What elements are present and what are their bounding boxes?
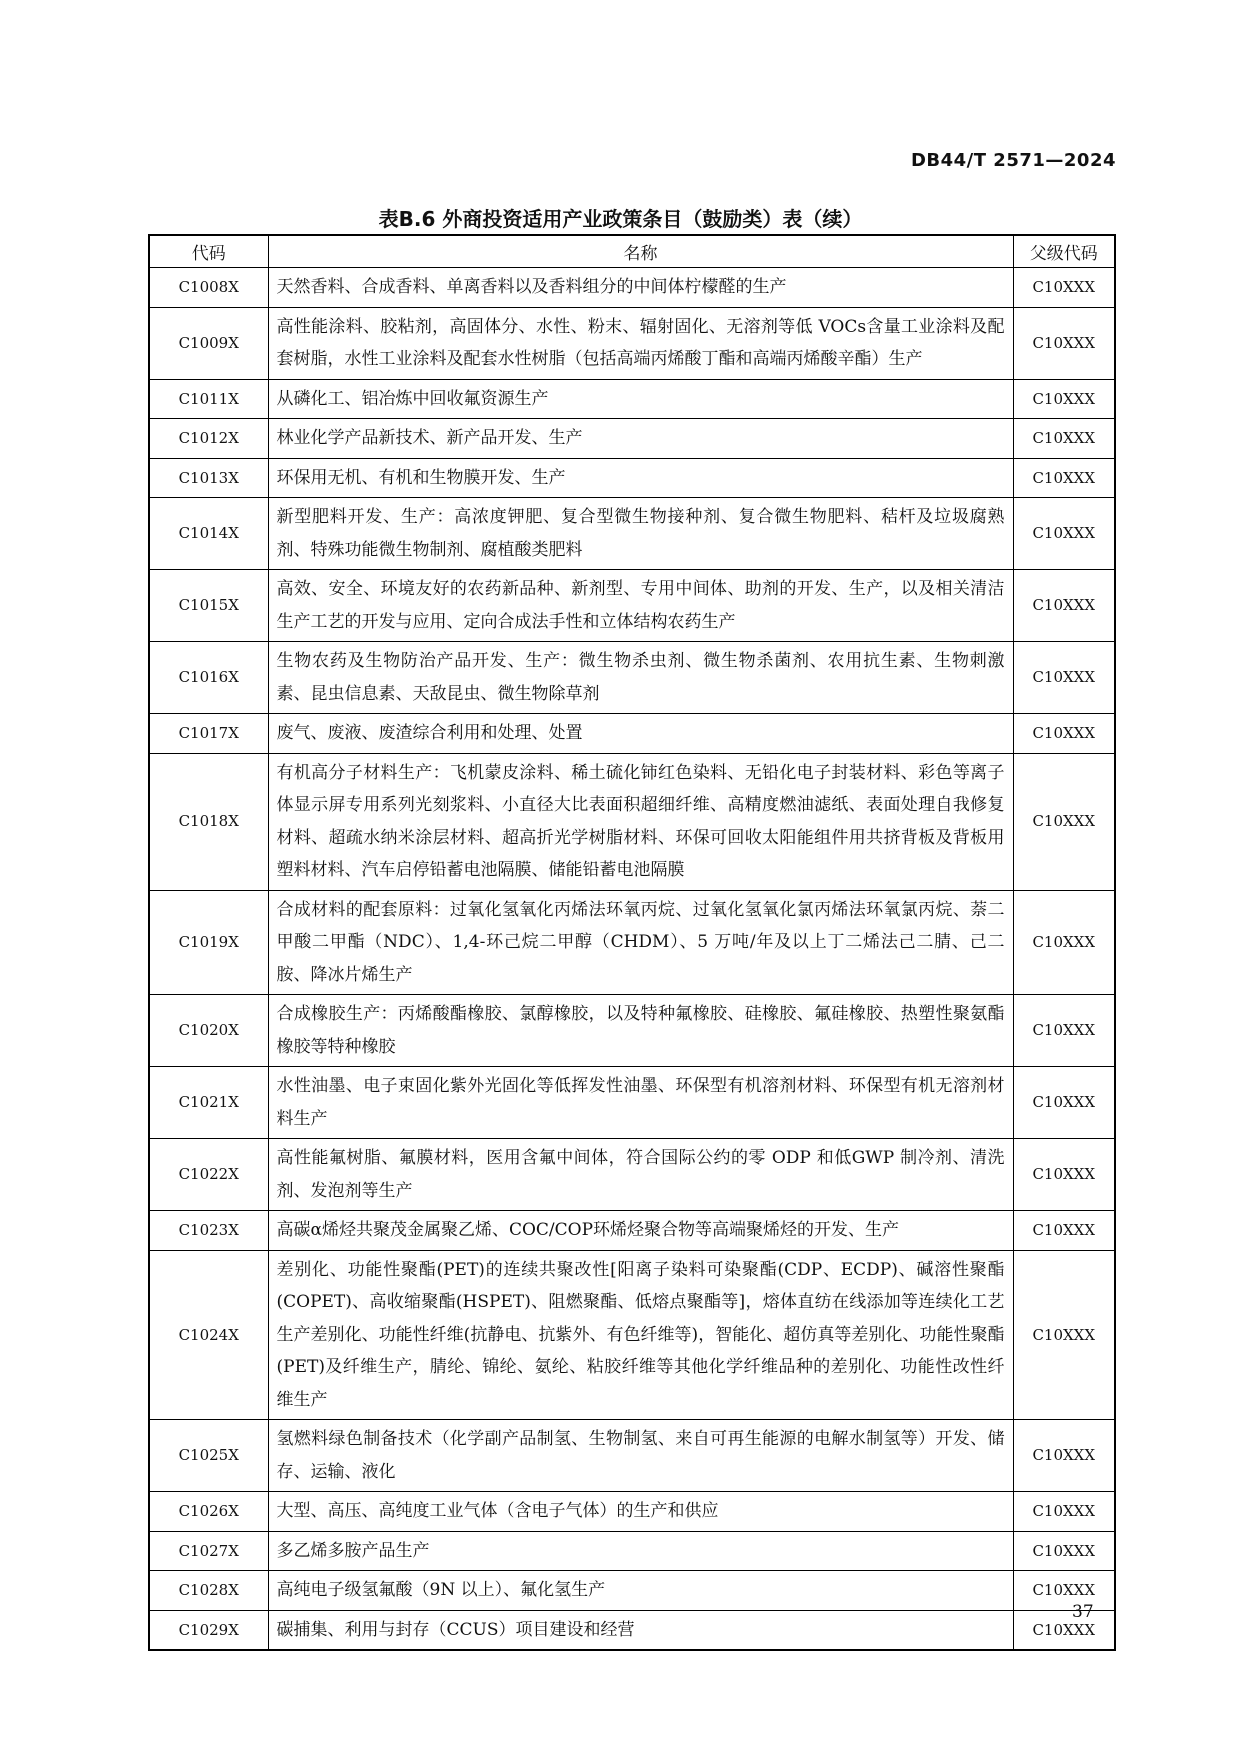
- table-row: [149, 642, 1115, 714]
- row-name-cell: 氢燃料绿色制备技术（化学副产品制氢、生物制氢、来自可再生能源的电解水制氢等）开发、储存、运输、液化: [268, 1420, 1013, 1492]
- table-row: [149, 570, 1115, 642]
- row-code-cell: C1028X: [149, 1571, 268, 1611]
- row-parent-code-cell: C10XXX: [1013, 995, 1115, 1067]
- row-name-cell: 碳捕集、利用与封存（CCUS）项目建设和经营: [268, 1610, 1013, 1650]
- row-code-cell: C1009X: [149, 307, 268, 379]
- table-row: [149, 995, 1115, 1067]
- row-parent-code-cell: C10XXX: [1013, 890, 1115, 995]
- row-code-cell: C1022X: [149, 1139, 268, 1211]
- table-row: [149, 1610, 1115, 1650]
- row-code-cell: C1012X: [149, 419, 268, 459]
- row-name-cell: 差别化、功能性聚酯(PET)的连续共聚改性[阳离子染料可染聚酯(CDP、ECDP)、碱溶性聚酯(COPET)、高收缩聚酯(HSPET)、阻燃聚酯、低熔点聚酯等]，熔体直纺在线添加等连续化工艺生产差别化、功能性纤维(抗静电、抗紫外、有色纤维等)，智能化、超仿真等差别化、功能性聚酯(PET)及纤维生产，腈纶、锦纶、氨纶、粘胶纤维等其他化学纤维品种的差别化、功能性改性纤维生产: [268, 1250, 1013, 1420]
- row-code-cell: C1027X: [149, 1531, 268, 1571]
- row-parent-code-cell: C10XXX: [1013, 570, 1115, 642]
- page-number: 37: [1072, 1602, 1094, 1622]
- row-code-cell: C1026X: [149, 1492, 268, 1532]
- industry-policy-table: [148, 234, 1116, 1651]
- row-name-cell: 高性能氟树脂、氟膜材料，医用含氟中间体，符合国际公约的零 ODP 和低GWP 制冷剂、清洗剂、发泡剂等生产: [268, 1139, 1013, 1211]
- row-parent-code-cell: C10XXX: [1013, 1571, 1115, 1611]
- row-name-cell: 天然香料、合成香料、单离香料以及香料组分的中间体柠檬醛的生产: [268, 268, 1013, 308]
- column-header-code: 代码: [149, 235, 268, 268]
- column-header-parent-code: 父级代码: [1013, 235, 1115, 268]
- row-name-cell: 高碳α烯烃共聚茂金属聚乙烯、COC/COP环烯烃聚合物等高端聚烯烃的开发、生产: [268, 1211, 1013, 1251]
- table-row: [149, 1211, 1115, 1251]
- row-code-cell: C1013X: [149, 458, 268, 498]
- row-parent-code-cell: C10XXX: [1013, 379, 1115, 419]
- row-name-cell: 水性油墨、电子束固化紫外光固化等低挥发性油墨、环保型有机溶剂材料、环保型有机无溶剂材料生产: [268, 1067, 1013, 1139]
- table-row: [149, 458, 1115, 498]
- table-row: [149, 1571, 1115, 1611]
- row-code-cell: C1016X: [149, 642, 268, 714]
- row-name-cell: 大型、高压、高纯度工业气体（含电子气体）的生产和供应: [268, 1492, 1013, 1532]
- row-code-cell: C1025X: [149, 1420, 268, 1492]
- row-code-cell: C1021X: [149, 1067, 268, 1139]
- row-name-cell: 高性能涂料、胶粘剂，高固体分、水性、粉末、辐射固化、无溶剂等低 VOCs含量工业涂料及配套树脂，水性工业涂料及配套水性树脂（包括高端丙烯酸丁酯和高端丙烯酸辛酯）生产: [268, 307, 1013, 379]
- row-parent-code-cell: C10XXX: [1013, 419, 1115, 459]
- row-code-cell: C1017X: [149, 714, 268, 754]
- row-parent-code-cell: C10XXX: [1013, 714, 1115, 754]
- row-name-cell: 合成材料的配套原料：过氧化氢氧化丙烯法环氧丙烷、过氧化氢氧化氯丙烯法环氧氯丙烷、萘二甲酸二甲酯（NDC）、1,4-环己烷二甲醇（CHDM）、5 万吨/年及以上丁二烯法己二腈、己二胺、降冰片烯生产: [268, 890, 1013, 995]
- table-row: [149, 268, 1115, 308]
- row-parent-code-cell: C10XXX: [1013, 498, 1115, 570]
- table-row: [149, 379, 1115, 419]
- row-parent-code-cell: C10XXX: [1013, 1067, 1115, 1139]
- table-row: [149, 419, 1115, 459]
- row-name-cell: 有机高分子材料生产：飞机蒙皮涂料、稀土硫化铈红色染料、无铅化电子封装材料、彩色等离子体显示屏专用系列光刻浆料、小直径大比表面积超细纤维、高精度燃油滤纸、表面处理自我修复材料、超疏水纳米涂层材料、超高折光学树脂材料、环保可回收太阳能组件用共挤背板及背板用塑料材料、汽车启停铅蓄电池隔膜、储能铅蓄电池隔膜: [268, 753, 1013, 890]
- table-header-row: [149, 235, 1115, 268]
- table-row: [149, 753, 1115, 890]
- document-code: DB44/T 2571—2024: [910, 150, 1116, 171]
- row-parent-code-cell: C10XXX: [1013, 268, 1115, 308]
- row-name-cell: 废气、废液、废渣综合利用和处理、处置: [268, 714, 1013, 754]
- row-name-cell: 新型肥料开发、生产：高浓度钾肥、复合型微生物接种剂、复合微生物肥料、秸杆及垃圾腐熟剂、特殊功能微生物制剂、腐植酸类肥料: [268, 498, 1013, 570]
- table-body: [149, 268, 1115, 1651]
- table-row: [149, 1492, 1115, 1532]
- column-header-name: 名称: [268, 235, 1013, 268]
- row-name-cell: 林业化学产品新技术、新产品开发、生产: [268, 419, 1013, 459]
- row-parent-code-cell: C10XXX: [1013, 1492, 1115, 1532]
- table-row: [149, 1420, 1115, 1492]
- row-parent-code-cell: C10XXX: [1013, 1139, 1115, 1211]
- table-row: [149, 1067, 1115, 1139]
- row-parent-code-cell: C10XXX: [1013, 753, 1115, 890]
- row-name-cell: 高纯电子级氢氟酸（9N 以上）、氟化氢生产: [268, 1571, 1013, 1611]
- row-name-cell: 从磷化工、铝冶炼中回收氟资源生产: [268, 379, 1013, 419]
- row-name-cell: 环保用无机、有机和生物膜开发、生产: [268, 458, 1013, 498]
- row-code-cell: C1024X: [149, 1250, 268, 1420]
- row-parent-code-cell: C10XXX: [1013, 1250, 1115, 1420]
- row-code-cell: C1029X: [149, 1610, 268, 1650]
- row-code-cell: C1018X: [149, 753, 268, 890]
- table-row: [149, 1139, 1115, 1211]
- row-name-cell: 生物农药及生物防治产品开发、生产：微生物杀虫剂、微生物杀菌剂、农用抗生素、生物刺激素、昆虫信息素、天敌昆虫、微生物除草剂: [268, 642, 1013, 714]
- row-code-cell: C1011X: [149, 379, 268, 419]
- row-code-cell: C1019X: [149, 890, 268, 995]
- row-parent-code-cell: C10XXX: [1013, 1610, 1115, 1650]
- table-row: [149, 714, 1115, 754]
- row-code-cell: C1015X: [149, 570, 268, 642]
- table-row: [149, 1531, 1115, 1571]
- row-parent-code-cell: C10XXX: [1013, 1211, 1115, 1251]
- row-code-cell: C1014X: [149, 498, 268, 570]
- table-row: [149, 307, 1115, 379]
- row-code-cell: C1020X: [149, 995, 268, 1067]
- row-parent-code-cell: C10XXX: [1013, 458, 1115, 498]
- row-code-cell: C1008X: [149, 268, 268, 308]
- table-row: [149, 1250, 1115, 1420]
- row-parent-code-cell: C10XXX: [1013, 1420, 1115, 1492]
- table-row: [149, 498, 1115, 570]
- table-row: [149, 890, 1115, 995]
- table-title: 表B.6 外商投资适用产业政策条目（鼓励类）表（续）: [378, 207, 863, 231]
- row-name-cell: 多乙烯多胺产品生产: [268, 1531, 1013, 1571]
- row-name-cell: 高效、安全、环境友好的农药新品种、新剂型、专用中间体、助剂的开发、生产，以及相关清洁生产工艺的开发与应用、定向合成法手性和立体结构农药生产: [268, 570, 1013, 642]
- row-code-cell: C1023X: [149, 1211, 268, 1251]
- row-name-cell: 合成橡胶生产：丙烯酸酯橡胶、氯醇橡胶，以及特种氟橡胶、硅橡胶、氟硅橡胶、热塑性聚氨酯橡胶等特种橡胶: [268, 995, 1013, 1067]
- row-parent-code-cell: C10XXX: [1013, 642, 1115, 714]
- row-parent-code-cell: C10XXX: [1013, 307, 1115, 379]
- row-parent-code-cell: C10XXX: [1013, 1531, 1115, 1571]
